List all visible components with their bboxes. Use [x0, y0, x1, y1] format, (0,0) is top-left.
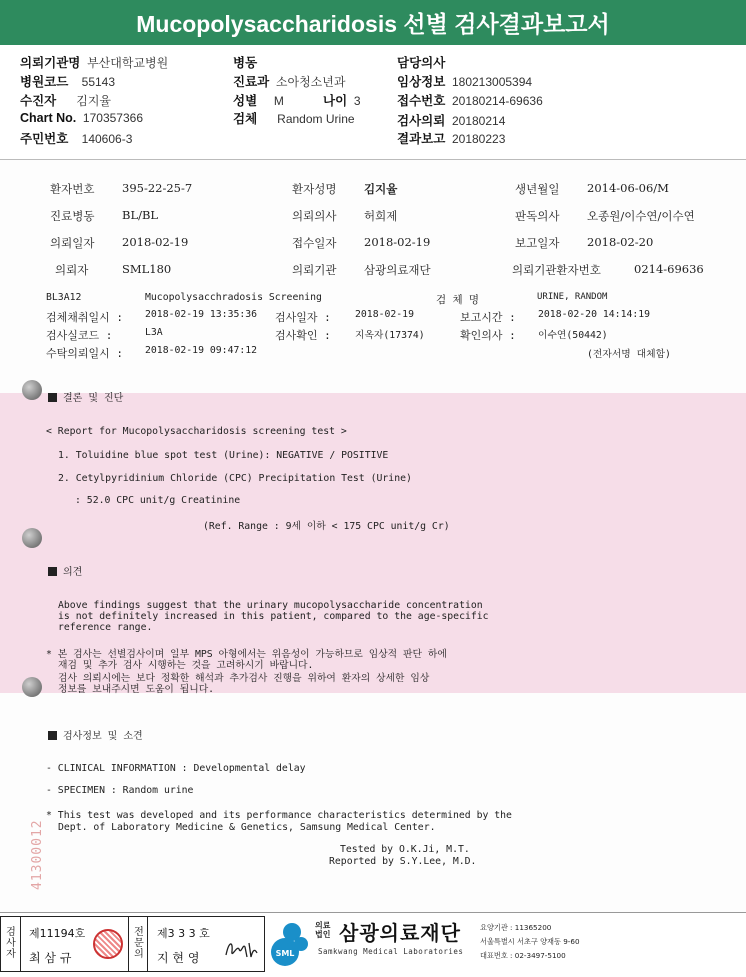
report-time-value: 2018-02-20 14:14:19: [538, 309, 651, 320]
info-line: * This test was developed and its performance characteristics determined by the: [46, 810, 512, 821]
org-phone: 대표번호 : 02-3497-5100: [480, 951, 566, 960]
row-patient-no: 환자번호: [50, 182, 95, 196]
reported-by: Reported by S.Y.Lee, M.D.: [329, 856, 477, 867]
esign-note: (전자서명 대체함): [587, 349, 671, 360]
header-info: [0, 45, 746, 160]
value-report-date: 2018-02-20: [587, 235, 654, 249]
test-name: Mucopolysacchradosis Screening: [145, 292, 322, 303]
specimen-label: 검 체 명: [436, 294, 480, 306]
result-line: < Report for Mucopolysaccharidosis screening test >: [46, 426, 347, 437]
header-department: 진료과 소아청소년과: [233, 75, 346, 89]
sml-logo-icon: [268, 920, 312, 968]
info-heading: 검사정보 및 소견: [48, 727, 143, 742]
header-patient: 수진자 김지율: [20, 94, 112, 108]
header-request-date: 검사의뢰 20180214: [397, 114, 506, 128]
opinion-line: Above findings suggest that the urinary mucopolysaccharide concentration: [58, 600, 483, 611]
report-time-label: 보고시간 :: [460, 311, 516, 324]
side-serial-number: 41300012: [30, 819, 45, 890]
section-marker: [48, 731, 57, 740]
punch-hole-middle: [22, 528, 42, 548]
label-birth: 생년월일: [515, 182, 560, 196]
opinion-line: 재검 및 추가 검사 시행하는 것을 고려하시기 바랍니다.: [58, 660, 314, 671]
value-birth: 2014-06-06/M: [587, 181, 669, 195]
signature-box: [0, 916, 265, 972]
label-ward: 진료병동: [50, 209, 95, 223]
label-reader: 판독의사: [515, 209, 560, 223]
value-org-patient-no: 0214-69636: [634, 262, 704, 276]
opinion-heading: 의견: [48, 563, 82, 578]
accept-label: 수탁의뢰일시 :: [46, 347, 124, 360]
examiner-license: 제11194호: [29, 927, 86, 940]
org-address: 서울특별시 서초구 양재동 9-60: [480, 937, 580, 946]
section-marker: [48, 393, 57, 402]
test-date-label: 검사일자 :: [275, 311, 331, 324]
examiner-label: 검 사 자: [6, 927, 16, 960]
label-col-1: [1, 917, 21, 971]
info-line: Dept. of Laboratory Medicine & Genetics, Samsung Medical Center.: [58, 822, 436, 833]
lab-code-label: 검사실코드 :: [46, 329, 113, 342]
result-value: : 52.0 CPC unit/g Creatinine: [75, 495, 241, 506]
org-code: 요양기관 : 11365200: [480, 923, 552, 932]
section-marker: [48, 567, 57, 576]
header-client-name: 의뢰기관명 부산대학교병원: [20, 56, 169, 70]
header-report-date: 결과보고 20180223: [397, 132, 506, 146]
label-recv-date: 접수일자: [292, 236, 337, 250]
punch-hole-bottom: [22, 677, 42, 697]
result-line: 2. Cetylpyridinium Chloride (CPC) Precipitation Test (Urine): [58, 473, 412, 484]
specialist-name: 지 현 영: [157, 951, 200, 965]
header-doctor: 담당의사: [397, 56, 446, 70]
opinion-line: is not definitely increased in this patient, compared to the age-specific: [58, 611, 489, 622]
org-type: 의료 법인: [315, 921, 331, 939]
label-req-doctor: 의뢰의사: [292, 209, 337, 223]
info-line: - CLINICAL INFORMATION : Developmental delay: [46, 763, 306, 774]
header-sex: 성별 M: [233, 94, 284, 108]
confirm-label: 확인의사 :: [460, 329, 516, 342]
punch-hole-top: [22, 380, 42, 400]
label-org-patient-no: 의뢰기관환자번호: [512, 263, 601, 277]
tested-by: Tested by O.K.Ji, M.T.: [340, 844, 470, 855]
checked-label: 검사확인 :: [275, 329, 331, 342]
value-requester: SML180: [122, 262, 172, 276]
signature-icon: [223, 937, 259, 961]
checked-value: 지옥자(17374): [355, 330, 425, 341]
examiner-name: 최 삼 규: [29, 951, 72, 965]
footer: [0, 912, 746, 977]
header-resident-no: 주민번호 140606-3: [20, 132, 133, 146]
collect-label: 검체채취일시 :: [46, 311, 124, 324]
opinion-line: 검사 의뢰시에는 보다 정확한 해석과 추가검사 진행을 위하여 환자의 상세한 임상: [58, 673, 430, 684]
label-patient-name: 환자성명: [292, 182, 337, 196]
header-hospital-code: 병원코드 55143: [20, 75, 116, 89]
value-reader: 오종원/이수연/이수연: [587, 209, 695, 223]
header-receipt-no: 접수번호 20180214-69636: [397, 94, 543, 108]
logo-text: SML: [275, 949, 295, 958]
opinion-line: * 본 검사는 선별검사이며 일부 MPS 아형에서는 위음성이 가능하므로 임상적 판단 하에: [46, 649, 447, 660]
header-age: 나이 3: [323, 94, 361, 108]
lab-code-value: L3A: [145, 327, 163, 338]
value-ward: BL/BL: [122, 208, 159, 222]
label-col-2: [128, 917, 148, 971]
result-line: 1. Toluidine blue spot test (Urine): NEGATIVE / POSITIVE: [58, 450, 389, 461]
org-name: 삼광의료재단: [339, 921, 461, 945]
test-date-value: 2018-02-19: [355, 309, 414, 320]
specimen-value: URINE, RANDOM: [537, 292, 608, 302]
value-recv-date: 2018-02-19: [364, 235, 431, 249]
report-title: Mucopolysaccharidosis 선별 검사결과보고서: [0, 0, 746, 45]
label-report-date: 보고일자: [515, 236, 560, 250]
info-line: - SPECIMEN : Random urine: [46, 785, 194, 796]
value-req-date: 2018-02-19: [122, 235, 189, 249]
header-chart-no: Chart No. 170357366: [20, 111, 143, 125]
header-ward: 병동: [233, 56, 258, 70]
header-specimen: 검체 Random Urine: [233, 112, 355, 126]
label-req-date: 의뢰일자: [50, 236, 95, 250]
opinion-line: 정보를 보내주시면 도움이 됩니다.: [58, 684, 215, 695]
seal-icon: [93, 929, 123, 959]
value-patient-name: 김지율: [364, 182, 398, 196]
specialist-label: 전 문 의: [134, 927, 144, 960]
result-heading: 결론 및 진단: [48, 389, 123, 404]
value-req-org: 삼광의료재단: [364, 263, 431, 277]
accept-value: 2018-02-19 09:47:12: [145, 345, 258, 356]
header-clinical-info: 임상정보 180213005394: [397, 75, 533, 89]
value-req-doctor: 허희제: [364, 209, 398, 223]
label-requester: 의뢰자: [55, 263, 89, 277]
test-code: BL3A12: [46, 292, 82, 303]
specialist-license: 제3 3 3 호: [157, 927, 210, 940]
value-patient-no: 395-22-25-7: [122, 181, 193, 195]
label-req-org: 의뢰기관: [292, 263, 337, 277]
collect-value: 2018-02-19 13:35:36: [145, 309, 258, 320]
org-english-name: Samkwang Medical Laboratories: [318, 947, 464, 956]
confirm-value: 이수연(50442): [538, 330, 608, 341]
opinion-line: reference range.: [58, 622, 153, 633]
reference-range: (Ref. Range : 9세 이하 < 175 CPC unit/g Cr): [203, 521, 450, 532]
